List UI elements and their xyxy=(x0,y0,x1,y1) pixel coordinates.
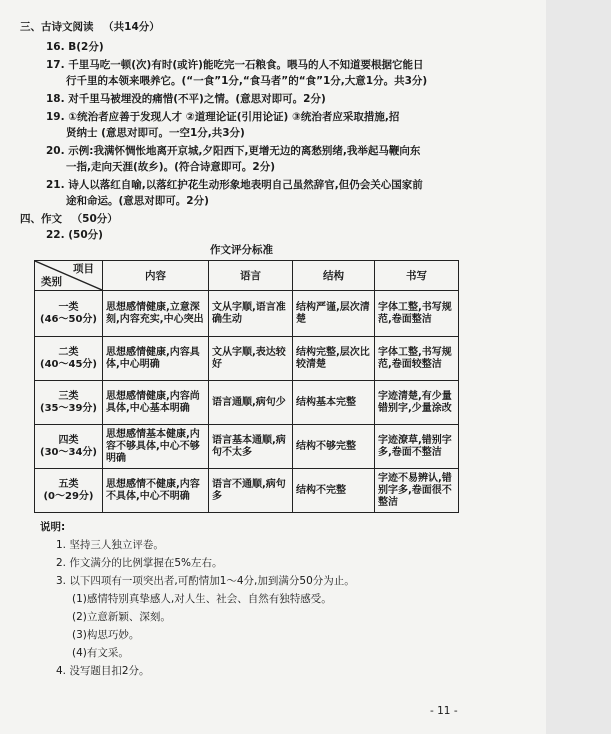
content-cell: 思想感情不健康,内容不具体,中心不明确 xyxy=(103,469,209,513)
answer-19-line1: 19. ①统治者应善于发现人才 ②道理论证(引用论证) ③统治者应采取措施,招 xyxy=(46,111,400,123)
structure-cell: 结构基本完整 xyxy=(293,381,375,425)
table-row xyxy=(35,469,459,513)
section3-heading xyxy=(20,20,160,34)
corner-label-bottom: 类别 xyxy=(41,276,62,288)
header-writing: 书写 xyxy=(375,261,459,291)
content-cell: 思想感情基本健康,内容不够具体,中心不够明确 xyxy=(103,425,209,469)
grading-table xyxy=(34,260,459,513)
note-4: 4. 没写题目扣2分。 xyxy=(56,665,150,677)
language-cell: 文从字顺,语言准确生动 xyxy=(209,291,293,337)
note-3-item-1: (1)感情特别真挚感人,对人生、社会、自然有独特感受。 xyxy=(72,593,332,605)
structure-cell: 结构完整,层次比较清楚 xyxy=(293,337,375,381)
answer-17-line2: 行千里的本领来喂养它。(“一食”1分,“食马者”的“食”1分,大意1分。共3分) xyxy=(66,75,428,87)
table-row xyxy=(35,381,459,425)
page-margin xyxy=(546,0,611,734)
category-cell xyxy=(35,381,103,425)
category-cell xyxy=(35,425,103,469)
header-language: 语言 xyxy=(209,261,293,291)
answer-17-line1: 17. 千里马吃一顿(次)有时(或许)能吃完一石粮食。喂马的人不知道要根据它能日 xyxy=(46,59,424,71)
category-range: (46～50分) xyxy=(40,313,97,325)
table-row xyxy=(35,291,459,337)
structure-cell: 结构不完整 xyxy=(293,469,375,513)
answer-16: 16. B(2分) xyxy=(46,41,104,53)
section4-points: （50分） xyxy=(71,213,118,225)
answer-21-line2: 途和命运。(意思对即可。2分) xyxy=(66,195,209,207)
structure-cell: 结构严谨,层次清楚 xyxy=(293,291,375,337)
category-range: (35～39分) xyxy=(40,402,97,414)
note-3: 3. 以下四项有一项突出者,可酌情加1～4分,加到满分50分为止。 xyxy=(56,575,355,587)
table-row xyxy=(35,337,459,381)
writing-cell: 字迹不易辨认,错别字多,卷面很不整洁 xyxy=(375,469,459,513)
answer-22: 22. (50分) xyxy=(46,229,103,241)
table-corner-cell xyxy=(35,261,103,291)
table-row xyxy=(35,425,459,469)
section3-points: （共14分） xyxy=(103,21,160,33)
table-title: 作文评分标准 xyxy=(210,244,273,256)
category-name: 三类 xyxy=(58,390,79,402)
writing-cell: 字迹清楚,有少量错别字,少量涂改 xyxy=(375,381,459,425)
answer-20-line1: 20. 示例:我满怀惆怅地离开京城,夕阳西下,更增无边的离愁别绪,我举起马鞭向东 xyxy=(46,145,421,157)
note-3-item-2: (2)立意新颖、深刻。 xyxy=(72,611,171,623)
corner-label-top: 项目 xyxy=(73,263,94,275)
note-1: 1. 坚持三人独立评卷。 xyxy=(56,539,164,551)
category-range: (0～29分) xyxy=(43,490,94,502)
category-name: 五类 xyxy=(58,478,79,490)
answer-20-line2: 一指,走向天涯(故乡)。(符合诗意即可。2分) xyxy=(66,161,275,173)
category-cell xyxy=(35,291,103,337)
language-cell: 语言不通顺,病句多 xyxy=(209,469,293,513)
category-cell xyxy=(35,337,103,381)
section4-title: 四、作文 xyxy=(20,213,62,225)
content-cell: 思想感情健康,内容尚具体,中心基本明确 xyxy=(103,381,209,425)
header-content: 内容 xyxy=(103,261,209,291)
category-range: (40～45分) xyxy=(40,358,97,370)
note-3-item-4: (4)有文采。 xyxy=(72,647,129,659)
note-2: 2. 作文满分的比例掌握在5%左右。 xyxy=(56,557,223,569)
writing-cell: 字体工整,书写规范,卷面整洁 xyxy=(375,291,459,337)
language-cell: 语言基本通顺,病句不太多 xyxy=(209,425,293,469)
language-cell: 语言通顺,病句少 xyxy=(209,381,293,425)
writing-cell: 字迹潦草,错别字多,卷面不整洁 xyxy=(375,425,459,469)
category-cell xyxy=(35,469,103,513)
answer-21-line1: 21. 诗人以落红自喻,以落红护花生动形象地表明自己虽然辞官,但仍会关心国家前 xyxy=(46,179,423,191)
header-structure: 结构 xyxy=(293,261,375,291)
page-number: - 11 - xyxy=(430,705,458,717)
table-header-row xyxy=(35,261,459,291)
category-range: (30～34分) xyxy=(40,446,97,458)
category-name: 一类 xyxy=(58,301,79,313)
category-name: 四类 xyxy=(58,434,79,446)
language-cell: 文从字顺,表达较好 xyxy=(209,337,293,381)
note-3-item-3: (3)构思巧妙。 xyxy=(72,629,140,641)
writing-cell: 字体工整,书写规范,卷面较整洁 xyxy=(375,337,459,381)
section4-heading xyxy=(20,212,118,226)
answer-18: 18. 对千里马被埋没的痛惜(不平)之情。(意思对即可。2分) xyxy=(46,93,326,105)
category-name: 二类 xyxy=(58,346,79,358)
content-cell: 思想感情健康,内容具体,中心明确 xyxy=(103,337,209,381)
structure-cell: 结构不够完整 xyxy=(293,425,375,469)
answer-19-line2: 贤纳士 (意思对即可。一空1分,共3分) xyxy=(66,127,245,139)
content-cell: 思想感情健康,立意深刻,内容充实,中心突出 xyxy=(103,291,209,337)
notes-title: 说明: xyxy=(40,521,66,533)
section3-title: 三、古诗文阅读 xyxy=(20,21,94,33)
